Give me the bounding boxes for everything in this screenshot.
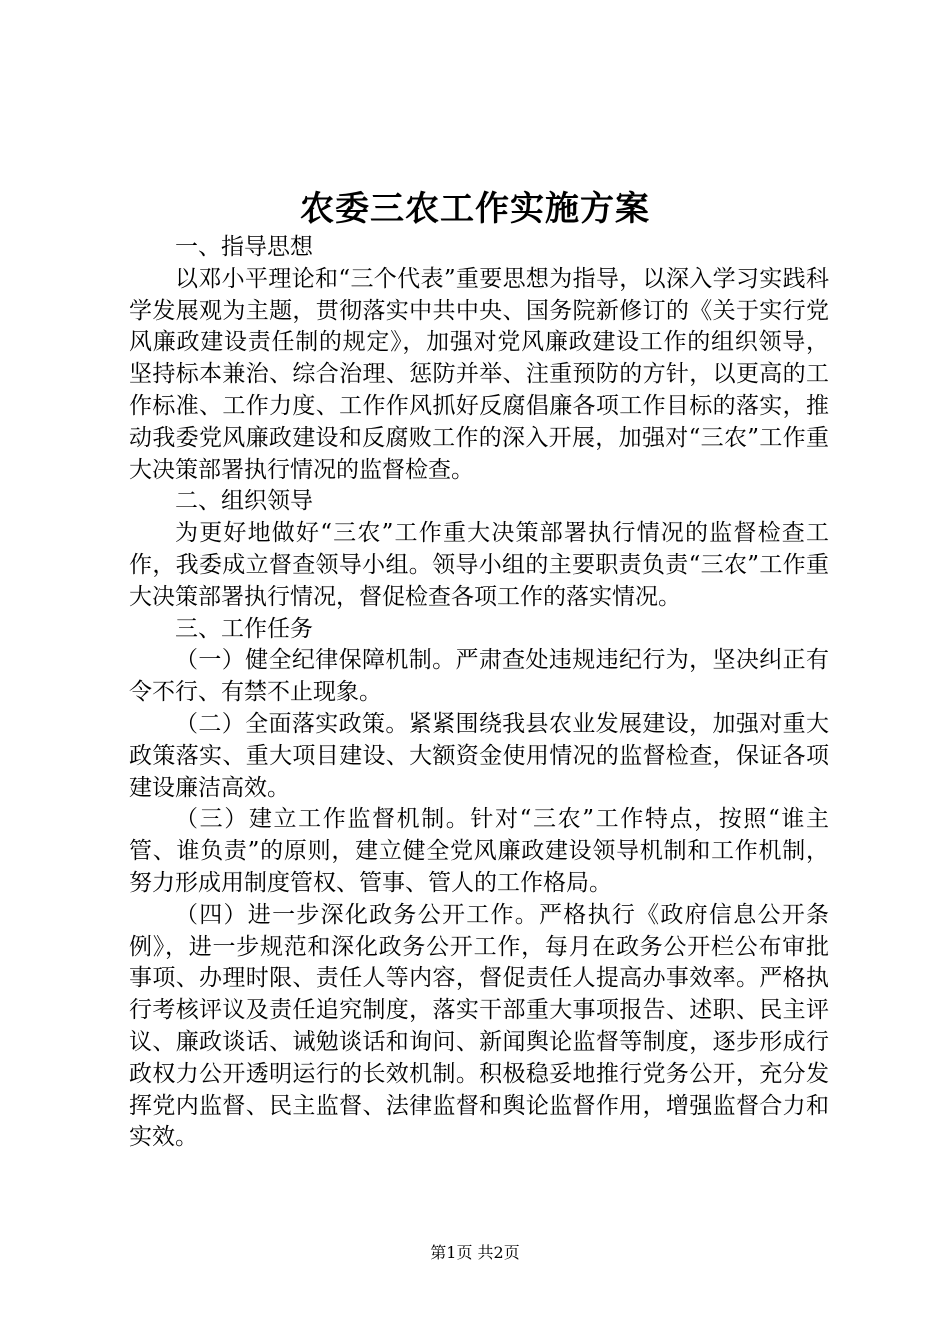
section-heading-tasks: 三、工作任务 [175, 615, 313, 642]
paragraph-guiding-ideology: 以邓小平理论和“三个代表”重要思想为指导，以深入学习实践科学发展观为主题，贯彻落实中共中央、国务院新修订的《关于实行党风廉政建设责任制的规定》，加强对党风廉政建设工作的组织领导，坚持标本兼治、综合治理、惩防并举、注重预防的方针，以更高的工作标准、工作力度、工作作风抓好反腐倡廉各项工作目标的落实，推动我委党风廉政建设和反腐败工作的深入开展，加强对“三农”工作重大决策部署执行情况的监督检查。 [129, 265, 829, 483]
document-body [129, 232, 829, 1154]
section-heading-guiding-ideology: 一、指导思想 [175, 234, 313, 260]
paragraph-task-1: （一）健全纪律保障机制。严肃查处违规违纪行为，坚决纠正有令不行、有禁不止现象。 [129, 647, 829, 706]
section-heading-organization: 二、组织领导 [175, 488, 313, 515]
paragraph-task-2: （二）全面落实政策。紧紧围绕我县农业发展建设，加强对重大政策落实、重大项目建设、大额资金使用情况的监督检查，保证各项建设廉洁高效。 [129, 710, 829, 801]
paragraph-organization: 为更好地做好“三农”工作重大决策部署执行情况的监督检查工作，我委成立督查领导小组。领导小组的主要职责负责“三农”工作重大决策部署执行情况，督促检查各项工作的落实情况。 [129, 520, 829, 610]
paragraph-task-4: （四）进一步深化政务公开工作。严格执行《政府信息公开条例》，进一步规范和深化政务公开工作，每月在政务公开栏公布审批事项、办理时限、责任人等内容，督促责任人提高办事效率。严格执行考核评议及责任追究制度，落实干部重大事项报告、述职、民主评议、廉政谈话、诫勉谈话和询问、新闻舆论监督等制度，逐步形成行政权力公开透明运行的长效机制。积极稳妥地推行党务公开，充分发挥党内监督、民主监督、法律监督和舆论监督作用，增强监督合力和实效。 [129, 901, 829, 1151]
document-title: 农委三农工作实施方案 [300, 189, 650, 229]
paragraph-task-3: （三）建立工作监督机制。针对“三农”工作特点，按照“谁主管、谁负责”的原则，建立健全党风廉政建设领导机制和工作机制，努力形成用制度管权、管事、管人的工作格局。 [129, 806, 829, 896]
page-number-footer: 第1页 共2页 [430, 1243, 520, 1262]
